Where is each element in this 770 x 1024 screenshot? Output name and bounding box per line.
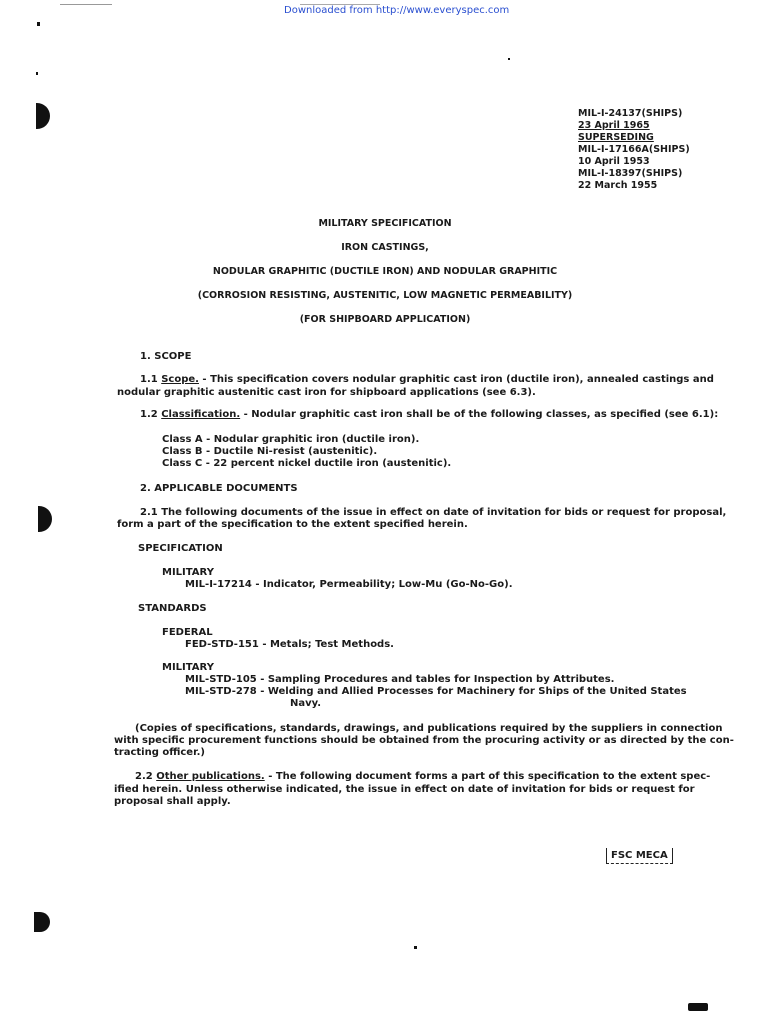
military-subheading-1: MILITARY — [162, 567, 214, 578]
para-1-2-number: 1.2 — [140, 409, 158, 420]
para-1-2 — [140, 409, 718, 420]
para-2-1-line-2: form a part of the specification to the extent specified herein. — [117, 519, 468, 530]
ref-mil-i-17214: MIL-I-17214 - Indicator, Permeability; Low-Mu (Go-No-Go). — [185, 579, 513, 590]
punch-hole-mark — [34, 912, 50, 932]
header-superseded-1-number: MIL-I-17166A(SHIPS) — [578, 144, 690, 155]
ref-fed-std-151: FED-STD-151 - Metals; Test Methods. — [185, 639, 394, 650]
ref-mil-std-105: MIL-STD-105 - Sampling Procedures and tables for Inspection by Attributes. — [185, 674, 615, 685]
header-doc-number: MIL-I-24137(SHIPS) — [578, 108, 683, 119]
federal-subheading: FEDERAL — [162, 627, 213, 638]
header-superseded-2-date: 22 March 1955 — [578, 180, 658, 191]
ref-mil-std-278-line-2: Navy. — [290, 698, 322, 709]
copies-note-line-1: (Copies of specifications, standards, drawings, and publications required by the suppliers in connection — [135, 723, 723, 734]
download-link[interactable]: Downloaded from http://www.everyspec.com — [284, 5, 510, 16]
para-1-2-text: - Nodular graphitic cast iron shall be of the following classes, as specified (see 6.1): — [240, 409, 719, 420]
para-2-2-text: - The following document forms a part of this specification to the extent spec- — [264, 771, 711, 782]
title-line-3: NODULAR GRAPHITIC (DUCTILE IRON) AND NODULAR GRAPHITIC — [212, 266, 558, 277]
header-superseded-1-date: 10 April 1953 — [578, 156, 650, 167]
title-line-4: (CORROSION RESISTING, AUSTENITIC, LOW MAGNETIC PERMEABILITY) — [197, 290, 573, 301]
punch-hole-mark — [38, 506, 52, 532]
specification-heading: SPECIFICATION — [138, 543, 223, 554]
class-c-item: Class C - 22 percent nickel ductile iron (austenitic). — [162, 458, 452, 469]
header-superseded-2-number: MIL-I-18397(SHIPS) — [578, 168, 683, 179]
scan-line — [60, 4, 112, 5]
fsc-code-box: FSC MECA — [606, 848, 673, 864]
para-1-2-title: Classification. — [161, 409, 241, 420]
para-2-2-number: 2.2 — [135, 771, 153, 782]
punch-hole-mark — [36, 103, 50, 129]
para-2-2-title: Other publications. — [156, 771, 265, 782]
scan-speck — [414, 946, 417, 949]
header-superseding: SUPERSEDING — [578, 132, 654, 143]
scan-speck — [37, 22, 40, 26]
para-2-2-line-3: proposal shall apply. — [114, 796, 231, 807]
scan-speck — [688, 1003, 708, 1011]
copies-note-line-2: with specific procurement functions should be obtained from the procuring activity or as directed by the con- — [114, 735, 734, 746]
standards-heading: STANDARDS — [138, 603, 207, 614]
class-a-item: Class A - Nodular graphitic iron (ductile iron). — [162, 434, 420, 445]
title-line-5: (FOR SHIPBOARD APPLICATION) — [299, 314, 471, 325]
section-2-heading: 2. APPLICABLE DOCUMENTS — [140, 483, 298, 494]
ref-mil-std-278: MIL-STD-278 - Welding and Allied Processes for Machinery for Ships of the United States — [185, 686, 687, 697]
para-1-1 — [140, 374, 714, 385]
para-1-1-number: 1.1 — [140, 374, 158, 385]
para-1-1-title: Scope. — [161, 374, 199, 385]
scan-line — [300, 4, 380, 5]
para-2-1-line-1: 2.1 The following documents of the issue in effect on date of invitation for bids or request for proposal, — [140, 507, 727, 518]
para-2-2-line-2: ified herein. Unless otherwise indicated, the issue in effect on date of invitation for bids or request for — [114, 784, 695, 795]
scan-speck — [508, 58, 510, 60]
para-1-1-line-2: nodular graphitic austenitic cast iron for shipboard applications (see 6.3). — [117, 387, 536, 398]
section-1-heading: 1. SCOPE — [140, 351, 192, 362]
title-line-1: MILITARY SPECIFICATION — [318, 218, 452, 229]
header-doc-date: 23 April 1965 — [578, 120, 650, 131]
class-b-item: Class B - Ductile Ni-resist (austenitic). — [162, 446, 378, 457]
para-2-2 — [135, 771, 710, 782]
copies-note-line-3: tracting officer.) — [114, 747, 205, 758]
scan-speck — [36, 72, 38, 75]
para-1-1-text: - This specification covers nodular graphitic cast iron (ductile iron), annealed castings and — [198, 374, 714, 385]
military-subheading-2: MILITARY — [162, 662, 214, 673]
title-line-2: IRON CASTINGS, — [341, 242, 429, 253]
